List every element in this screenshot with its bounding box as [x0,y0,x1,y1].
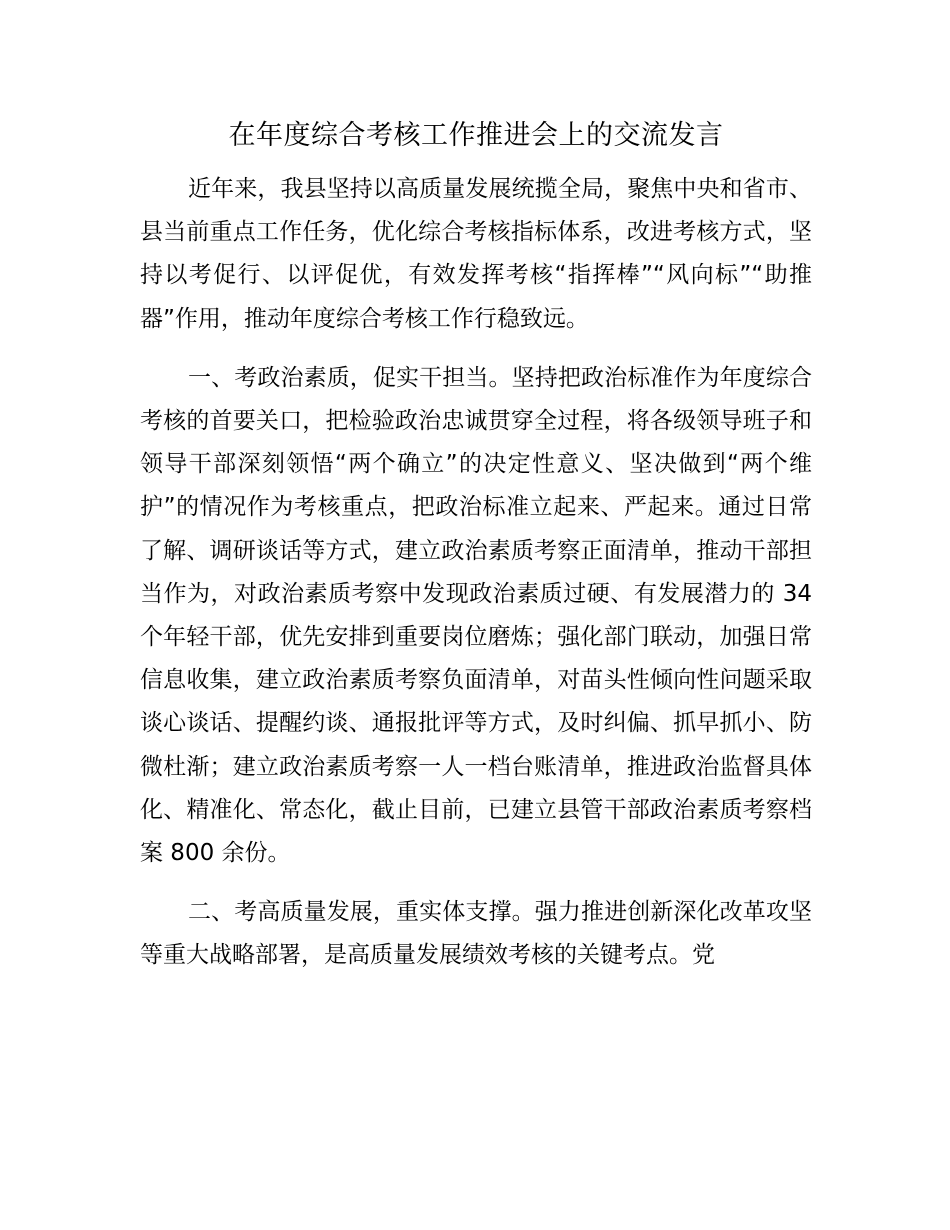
paragraph-political-quality: 一、考政治素质，促实干担当。坚持把政治标准作为年度综合考核的首要关口，把检验政治忠诚贯穿全过程，将各级领导班子和领导干部深刻领悟“两个确立”的决定性意义、坚决做到“两个维护”的情况作为考核重点，把政治标准立起来、严起来。通过日常了解、调研谈话等方式，建立政治素质考察正面清单，推动干部担当作为，对政治素质考察中发现政治素质过硬、有发展潜力的 34 个年轻干部，优先安排到重要岗位磨炼；强化部门联动，加强日常信息收集，建立政治素质考察负面清单，对苗头性倾向性问题采取谈心谈话、提醒约谈、通报批评等方式，及时纠偏、抓早抓小、防微杜渐；建立政治素质考察一人一档台账清单，推进政治监督具体化、精准化、常态化，截止目前，已建立县管干部政治素质考察档案 800 余份。 [140,364,812,867]
paragraph-intro: 近年来，我县坚持以高质量发展统揽全局，聚焦中央和省市、县当前重点工作任务，优化综合考核指标体系，改进考核方式，坚持以考促行、以评促优，有效发挥考核“指挥棒”“风向标”“助推器”作用，推动年度综合考核工作行稳致远。 [140,176,812,332]
document-title: 在年度综合考核工作推进会上的交流发言 [228,120,724,151]
paragraph-high-quality-development: 二、考高质量发展，重实体支撑。强力推进创新深化改革攻坚等重大战略部署，是高质量发展绩效考核的关键考点。党 [140,899,812,969]
document-page [140,114,812,978]
